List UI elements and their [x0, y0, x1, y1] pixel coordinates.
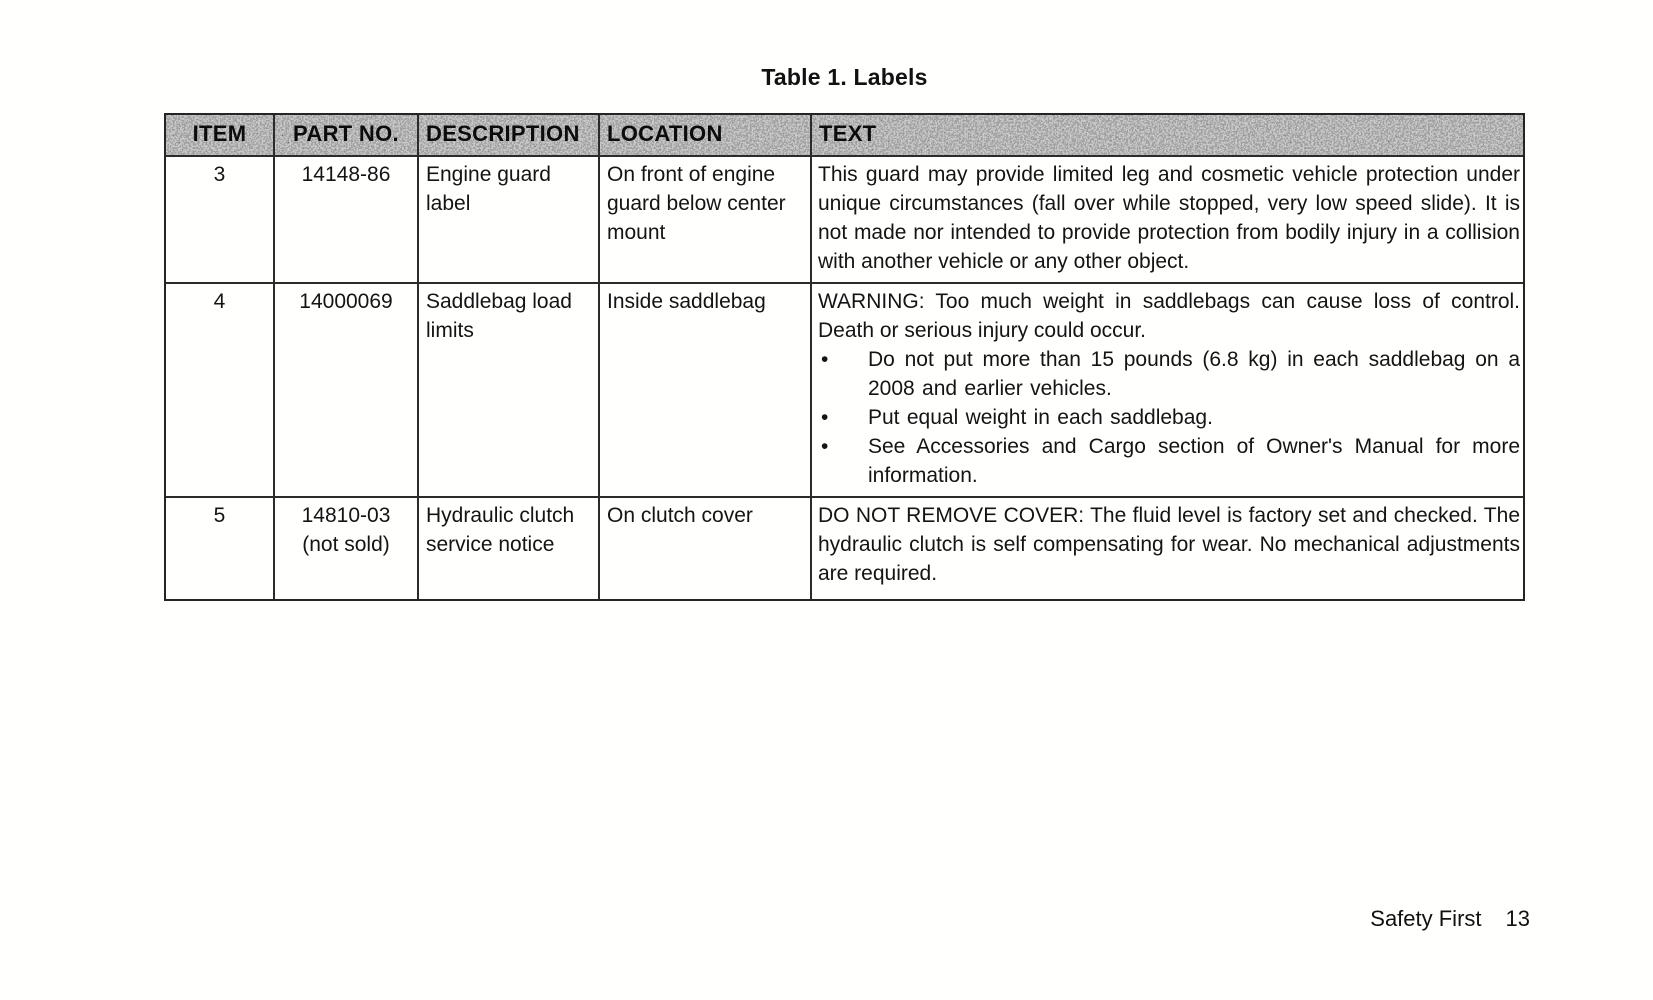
text-paragraph: WARNING: Too much weight in saddlebags can cause loss of control. Death or serious injury could occur.: [818, 290, 1520, 342]
labels-table: [164, 113, 1525, 601]
cell-item-number: 3: [166, 157, 275, 284]
cell-item-number: 4: [166, 284, 275, 498]
cell-part-number: [275, 498, 419, 599]
column-header-label: PART NO.: [293, 121, 399, 146]
bullet-item: [818, 403, 1520, 432]
bullet-item: [818, 345, 1520, 403]
bullet-text: Do not put more than 15 pounds (6.8 kg) in each saddlebag on a 2008 and earlier vehicles.: [868, 348, 1520, 400]
text-paragraph: DO NOT REMOVE COVER: The fluid level is factory set and checked. The hydraulic clutch is self compensating for wear. No mechanical adjustments are required.: [818, 504, 1520, 585]
column-header-text: [812, 115, 1523, 157]
bullet-text: See Accessories and Cargo section of Owner's Manual for more information.: [868, 435, 1520, 487]
cell-description: Hydraulic clutch service notice: [419, 498, 600, 599]
part-number-line: 14000069: [299, 290, 393, 313]
column-header-label: DESCRIPTION: [426, 121, 580, 146]
table-title: Table 1. Labels: [761, 64, 928, 90]
column-header-item: [166, 115, 275, 157]
footer-section-title: Safety First: [1370, 906, 1482, 931]
cell-location: On clutch cover: [600, 498, 812, 599]
cell-description: Saddlebag load limits: [419, 284, 600, 498]
bullet-dot-icon: •: [821, 406, 829, 429]
part-number-line: (not sold): [302, 533, 390, 556]
column-header-part-no: [275, 115, 419, 157]
cell-location: On front of engine guard below center mount: [600, 157, 812, 284]
cell-description: Engine guard label: [419, 157, 600, 284]
cell-part-number: [275, 284, 419, 498]
page-footer: [164, 906, 1530, 932]
column-header-label: ITEM: [192, 121, 247, 146]
column-header-label: TEXT: [819, 121, 877, 146]
column-header-description: [419, 115, 600, 157]
page-number: 13: [1505, 906, 1530, 931]
cell-label-text: [812, 157, 1523, 284]
bullet-dot-icon: •: [821, 348, 829, 371]
bullet-dot-icon: •: [821, 435, 829, 458]
bullet-text: Put equal weight in each saddlebag.: [868, 406, 1213, 429]
cell-item-number: 5: [166, 498, 275, 599]
text-paragraph: This guard may provide limited leg and cosmetic vehicle protection under unique circumstances (fall over while stopped, very low speed slide). It is not made nor intended to provide protection from bodily injury in a collision with another vehicle or any other object.: [818, 163, 1520, 273]
bullet-item: [818, 432, 1520, 490]
cell-part-number: [275, 157, 419, 284]
part-number-line: 14148-86: [301, 163, 391, 186]
cell-label-text: [812, 284, 1523, 498]
column-header-location: [600, 115, 812, 157]
cell-location: Inside saddlebag: [600, 284, 812, 498]
part-number-line: 14810-03: [301, 504, 391, 527]
column-header-label: LOCATION: [607, 121, 723, 146]
cell-label-text: [812, 498, 1523, 599]
